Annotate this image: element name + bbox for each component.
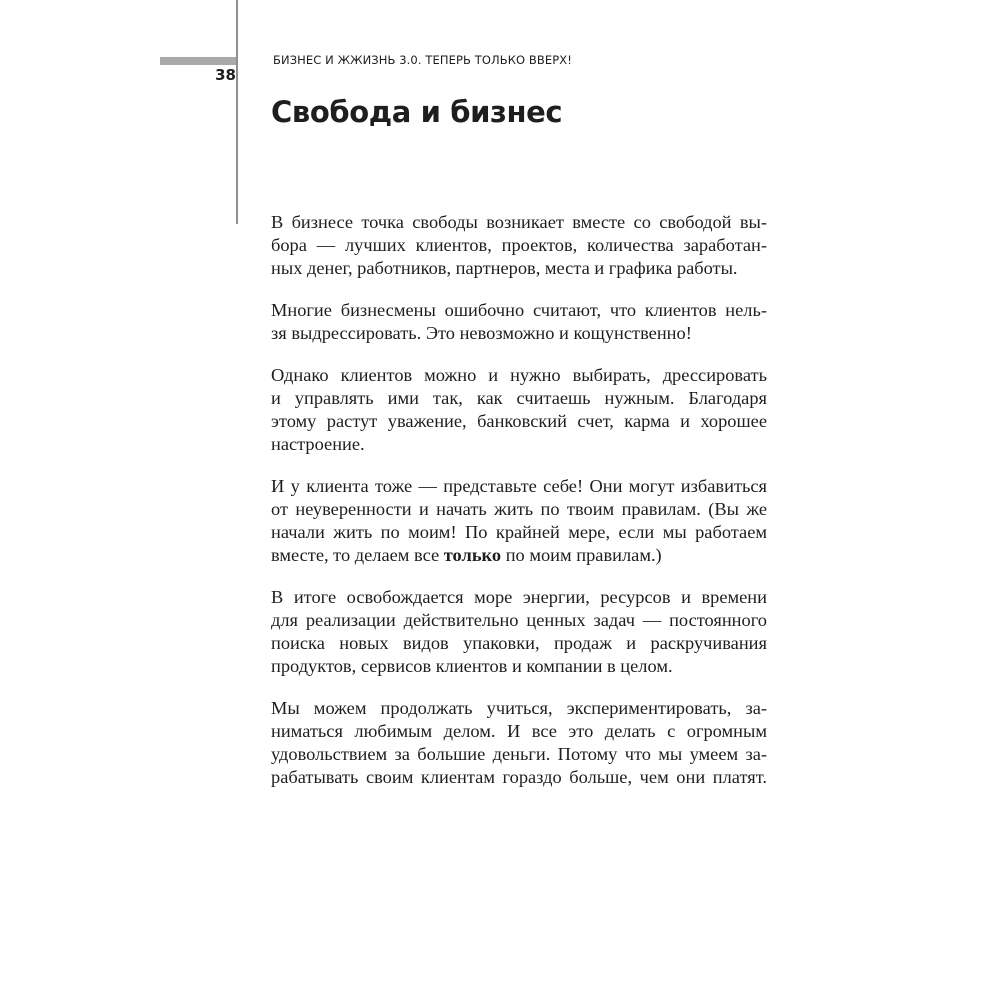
paragraph-5 <box>271 586 767 678</box>
chapter-title: Свобода и бизнес <box>271 95 563 129</box>
text-line: зя выдрессировать. Это невозможно и кощунственно! <box>271 323 692 343</box>
paragraph-2 <box>271 299 767 345</box>
text-line: ных денег, работников, партнеров, места и графика работы. <box>271 258 738 278</box>
text-line: удовольствием за большие деньги. Потому что мы умеем за- <box>271 744 767 764</box>
text-line: этому растут уважение, банковский счет, карма и хорошее <box>271 411 767 431</box>
running-header: БИЗНЕС И ЖЖИЗНЬ 3.0. ТЕПЕРЬ ТОЛЬКО ВВЕРХ! <box>273 53 573 67</box>
bold-word: только <box>443 545 502 565</box>
page-number-bar <box>160 57 236 65</box>
text-line: рабатывать своим клиентам гораздо больше, чем они платят. <box>271 767 767 787</box>
text-line: В бизнесе точка свободы возникает вместе со свободой вы- <box>271 212 767 232</box>
margin-vertical-rule <box>236 0 238 224</box>
text-line: для реализации действительно ценных задач — постоянного <box>271 610 767 630</box>
text-line: начали жить по моим! По крайней мере, если мы работаем <box>271 522 767 542</box>
text-line: Однако клиентов можно и нужно выбирать, дрессировать <box>271 365 767 385</box>
paragraph-1 <box>271 211 767 280</box>
text-line: поиска новых видов упаковки, продаж и раскручивания <box>271 633 767 653</box>
body-text <box>271 211 767 808</box>
paragraph-3 <box>271 364 767 456</box>
text-line: бора — лучших клиентов, проектов, количества заработан- <box>271 235 767 255</box>
text-line: от неуверенности и начать жить по твоим правилам. (Вы же <box>271 499 767 519</box>
text-line: Мы можем продолжать учиться, экспериментировать, за- <box>271 698 767 718</box>
text-line: и управлять ими так, как считаешь нужным. Благодаря <box>271 388 767 408</box>
text-line: В итоге освобождается море энергии, ресурсов и времени <box>271 587 767 607</box>
text-line-with-bold <box>271 544 767 567</box>
paragraph-4 <box>271 475 767 567</box>
text-line: ниматься любимым делом. И все это делать с огромным <box>271 721 767 741</box>
text-line: продуктов, сервисов клиентов и компании в целом. <box>271 656 673 676</box>
text-line: Многие бизнесмены ошибочно считают, что клиентов нель- <box>271 300 767 320</box>
text-line: И у клиента тоже — представьте себе! Они могут избавиться <box>271 476 767 496</box>
text-segment: вместе, то делаем все <box>271 545 444 565</box>
text-segment: по моим правилам.) <box>501 545 662 565</box>
text-line: настроение. <box>271 434 365 454</box>
paragraph-6 <box>271 697 767 789</box>
page-number: 38 <box>215 66 236 84</box>
